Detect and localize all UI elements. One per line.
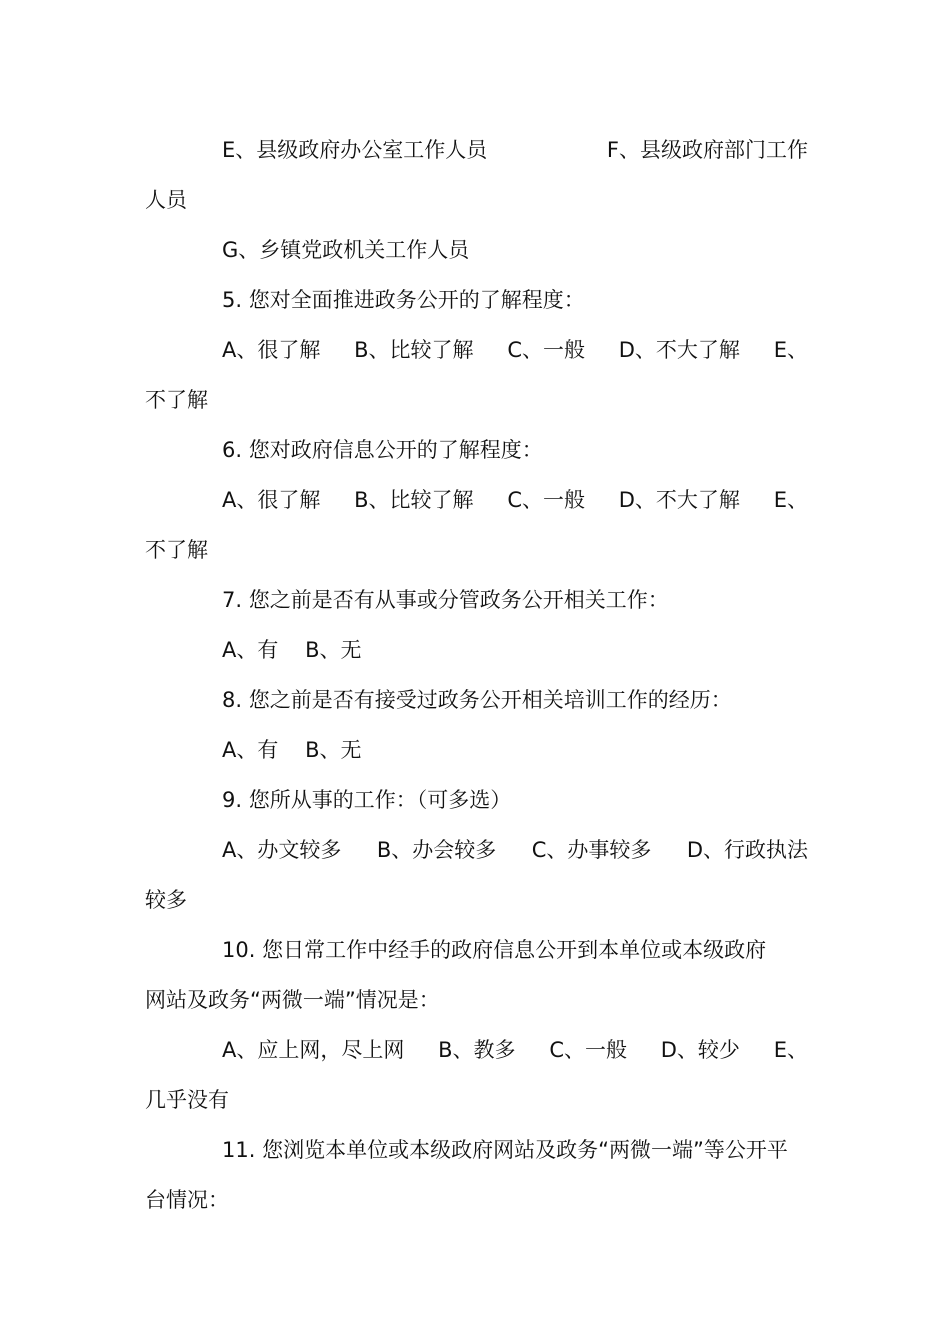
q9-options-row — [145, 825, 808, 875]
q6-options-row — [145, 475, 808, 525]
q4-option-f: F、县级政府部门工作 — [606, 138, 808, 162]
q8-option-a: A、有 — [222, 738, 279, 762]
q11-title-line-2: 台情况： — [145, 1188, 229, 1212]
q8-options-row — [145, 725, 808, 775]
q4-option-g: G、乡镇党政机关工作人员 — [222, 238, 470, 262]
q10-option-b: B、教多 — [438, 1038, 516, 1062]
q10-option-e: E、 — [773, 1038, 808, 1062]
q10-title-line-2: 网站及政务“两微一端”情况是： — [145, 988, 440, 1012]
q10-option-e-continued: 几乎没有 — [145, 1088, 229, 1112]
q4-options-row-1 — [145, 125, 808, 175]
q7-title: 7. 您之前是否有从事或分管政务公开相关工作： — [222, 588, 669, 612]
q6-option-c: C、一般 — [507, 488, 585, 512]
q10-options-row — [145, 1025, 808, 1075]
q5-title: 5. 您对全面推进政务公开的了解程度： — [222, 288, 585, 312]
q5-options-row — [145, 325, 808, 375]
q6-option-a: A、很了解 — [222, 488, 321, 512]
q5-option-d: D、不大了解 — [618, 338, 740, 362]
q5-option-a: A、很了解 — [222, 338, 321, 362]
q4-option-f-continued: 人员 — [145, 188, 187, 212]
q9-option-a: A、办文较多 — [222, 838, 342, 862]
q7-options-row — [145, 625, 808, 675]
q8-title: 8. 您之前是否有接受过政务公开相关培训工作的经历： — [222, 688, 732, 712]
q9-option-b: B、办会较多 — [376, 838, 497, 862]
q6-title: 6. 您对政府信息公开的了解程度： — [222, 438, 543, 462]
q9-option-c: C、办事较多 — [531, 838, 652, 862]
q6-option-b: B、比较了解 — [354, 488, 474, 512]
q5-option-c: C、一般 — [507, 338, 585, 362]
q8-option-b: B、无 — [305, 738, 362, 762]
q5-option-e: E、 — [773, 338, 808, 362]
questionnaire-text — [145, 125, 808, 1225]
q10-option-d: D、较少 — [660, 1038, 740, 1062]
q6-option-e-continued: 不了解 — [145, 538, 208, 562]
q5-option-b: B、比较了解 — [354, 338, 474, 362]
q7-option-a: A、有 — [222, 638, 279, 662]
q11-title-line-1: 11. 您浏览本单位或本级政府网站及政务“两微一端”等公开平 — [222, 1138, 788, 1162]
q9-option-d-continued: 较多 — [145, 888, 187, 912]
q4-option-e: E、县级政府办公室工作人员 — [222, 138, 488, 162]
q9-option-d: D、行政执法 — [686, 838, 808, 862]
q6-option-d: D、不大了解 — [618, 488, 740, 512]
q5-option-e-continued: 不了解 — [145, 388, 208, 412]
q10-title-line-1: 10. 您日常工作中经手的政府信息公开到本单位或本级政府 — [222, 938, 767, 962]
q6-option-e: E、 — [773, 488, 808, 512]
q9-title: 9. 您所从事的工作：（可多选） — [222, 788, 512, 812]
q10-option-c: C、一般 — [549, 1038, 627, 1062]
q7-option-b: B、无 — [305, 638, 362, 662]
q10-option-a: A、应上网，尽上网 — [222, 1038, 405, 1062]
